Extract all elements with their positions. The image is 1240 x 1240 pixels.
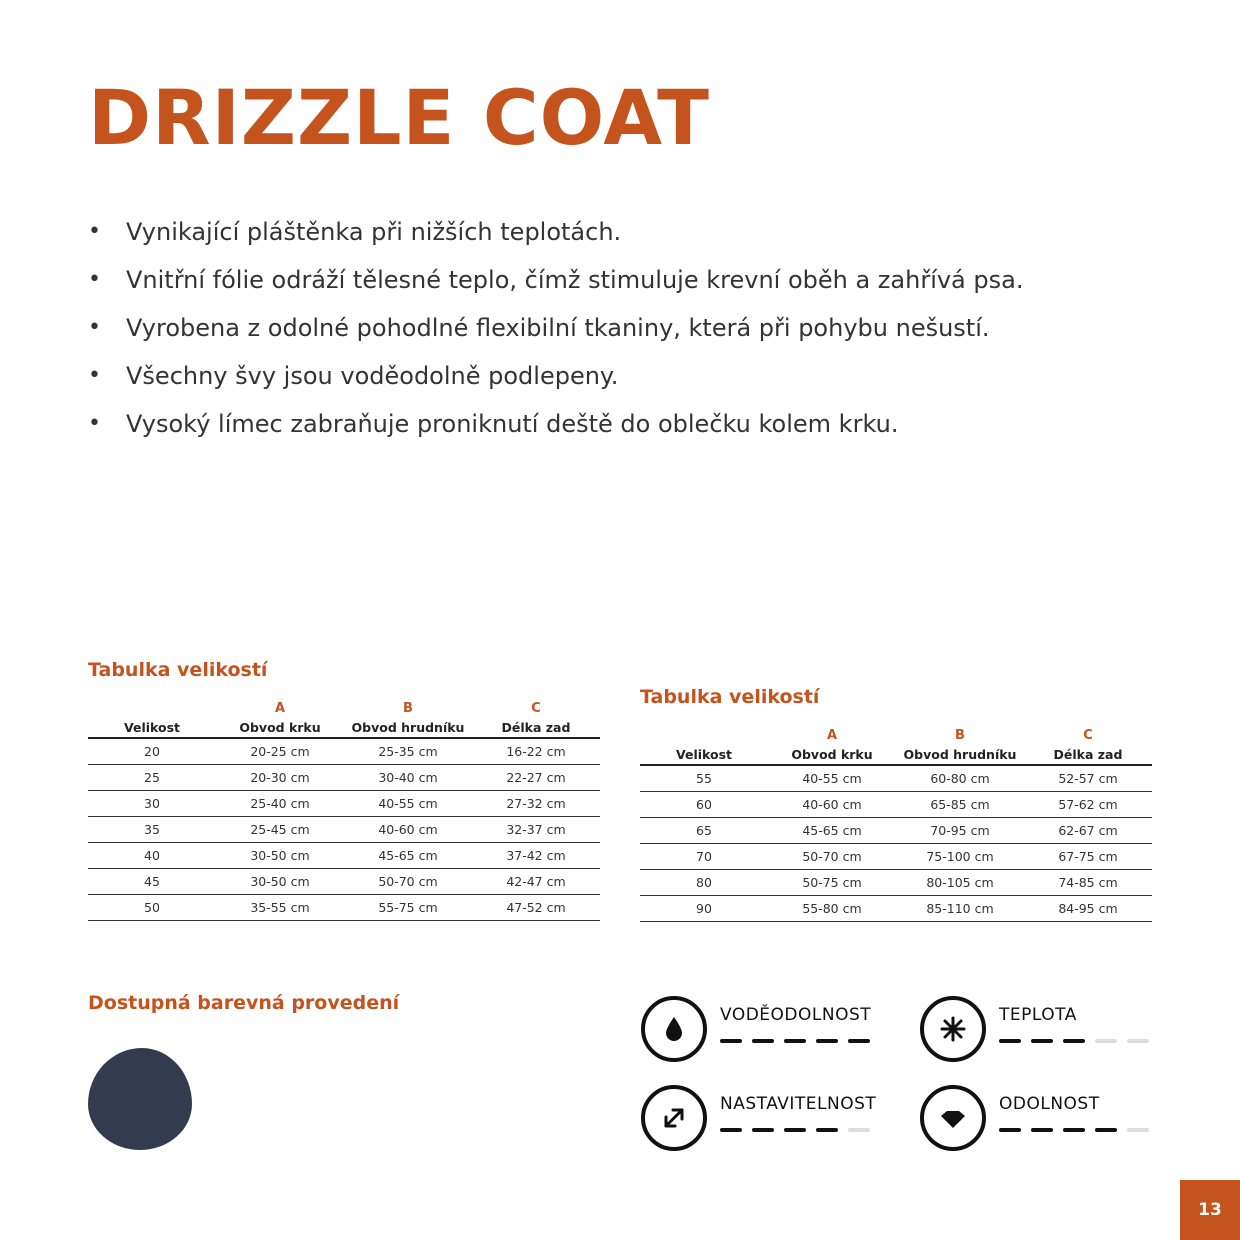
feature-label: VODĚODOLNOST: [720, 1005, 872, 1025]
table-cell: 50: [88, 895, 216, 921]
size-table-left: [88, 657, 600, 921]
table-cell: 55: [640, 765, 768, 792]
column-letter: [640, 726, 768, 744]
table-cell: 40-60 cm: [344, 817, 472, 843]
column-letter: A: [274, 700, 286, 716]
table-row: [640, 765, 1152, 792]
column-header: Obvod krku: [216, 717, 344, 738]
table-cell: 50-70 cm: [344, 869, 472, 895]
table-cell: 40-55 cm: [344, 791, 472, 817]
column-header: Délka zad: [472, 717, 600, 738]
rating-bar: [999, 1128, 1149, 1132]
table-cell: 45: [88, 869, 216, 895]
table-cell: 45-65 cm: [768, 818, 896, 844]
table-cell: 47-52 cm: [472, 895, 600, 921]
page-number: 13: [1180, 1180, 1240, 1240]
diamond-icon: [920, 1085, 986, 1151]
bullet-symbol: •: [88, 267, 101, 292]
rating-segment-filled: [848, 1039, 870, 1043]
column-header: Velikost: [88, 717, 216, 738]
table-cell: 35-55 cm: [216, 895, 344, 921]
table-cell: 45-65 cm: [344, 843, 472, 869]
rating-segment-filled: [1095, 1128, 1117, 1132]
list-item: [88, 256, 1188, 304]
feature-waterproof: [641, 996, 901, 1066]
column-letter: A: [826, 727, 838, 743]
table-cell: 55-80 cm: [768, 896, 896, 922]
bullet-symbol: •: [88, 315, 101, 340]
rating-segment-filled: [720, 1039, 742, 1043]
rating-segment-empty: [1095, 1039, 1117, 1043]
table-cell: 20-25 cm: [216, 738, 344, 765]
table-cell: 30: [88, 791, 216, 817]
rating-segment-empty: [848, 1128, 870, 1132]
feature-label: ODOLNOST: [999, 1094, 1100, 1114]
rating-segment-empty: [1127, 1039, 1149, 1043]
table-cell: 25-40 cm: [216, 791, 344, 817]
colors-title: Dostupná barevná provedení: [88, 992, 400, 1014]
feature-adjustability: [641, 1085, 901, 1155]
table-cell: 50-75 cm: [768, 870, 896, 896]
table-cell: 80-105 cm: [896, 870, 1024, 896]
list-item-text: Vyrobena z odolné pohodlné flexibilní tkaniny, která při pohybu nešustí.: [126, 314, 990, 342]
table-cell: 80: [640, 870, 768, 896]
feature-label: TEPLOTA: [999, 1005, 1077, 1025]
expand-arrows-icon: [641, 1085, 707, 1151]
page-title: DRIZZLE COAT: [88, 73, 711, 162]
column-header: Obvod hrudníku: [896, 744, 1024, 765]
column-header: Délka zad: [1024, 744, 1152, 765]
table-cell: 30-50 cm: [216, 843, 344, 869]
size-table-right: [640, 684, 1152, 922]
table-row: [88, 738, 600, 765]
list-item: [88, 352, 1188, 400]
table-cell: 40: [88, 843, 216, 869]
bullet-symbol: •: [88, 363, 101, 388]
table-cell: 16-22 cm: [472, 738, 600, 765]
table-row: [640, 844, 1152, 870]
feature-label: NASTAVITELNOST: [720, 1094, 877, 1114]
table-row: [640, 896, 1152, 922]
table-cell: 42-47 cm: [472, 869, 600, 895]
table-cell: 62-67 cm: [1024, 818, 1152, 844]
rating-segment-filled: [752, 1128, 774, 1132]
table-cell: 25-35 cm: [344, 738, 472, 765]
list-item-text: Všechny švy jsou voděodolně podlepeny.: [126, 362, 619, 390]
color-swatch: [88, 1048, 192, 1150]
rating-segment-filled: [784, 1039, 806, 1043]
water-drop-icon: [641, 996, 707, 1062]
rating-segment-filled: [784, 1128, 806, 1132]
table-row: [640, 792, 1152, 818]
bullet-symbol: •: [88, 411, 101, 436]
column-header: Obvod hrudníku: [344, 717, 472, 738]
table-row: [88, 869, 600, 895]
table-row: [88, 843, 600, 869]
column-letter: C: [531, 700, 541, 716]
rating-segment-filled: [816, 1128, 838, 1132]
table-cell: 65: [640, 818, 768, 844]
rating-segment-filled: [1063, 1128, 1085, 1132]
table-cell: 40-60 cm: [768, 792, 896, 818]
rating-segment-filled: [999, 1039, 1021, 1043]
table-cell: 52-57 cm: [1024, 765, 1152, 792]
table-cell: 70-95 cm: [896, 818, 1024, 844]
size-table-title: Tabulka velikostí: [640, 686, 820, 708]
table-cell: 67-75 cm: [1024, 844, 1152, 870]
rating-segment-filled: [999, 1128, 1021, 1132]
table-cell: 84-95 cm: [1024, 896, 1152, 922]
table-cell: 30-40 cm: [344, 765, 472, 791]
list-item: [88, 304, 1188, 352]
table-row: [88, 791, 600, 817]
table-cell: 55-75 cm: [344, 895, 472, 921]
feature-list: [88, 208, 1188, 448]
rating-segment-filled: [720, 1128, 742, 1132]
table-cell: 30-50 cm: [216, 869, 344, 895]
table-cell: 37-42 cm: [472, 843, 600, 869]
snowflake-icon: [920, 996, 986, 1062]
list-item-text: Vysoký límec zabraňuje proniknutí deště do oblečku kolem krku.: [126, 410, 899, 438]
table-cell: 20-30 cm: [216, 765, 344, 791]
column-letter: C: [1083, 727, 1093, 743]
table-cell: 40-55 cm: [768, 765, 896, 792]
rating-bar: [720, 1039, 870, 1043]
column-header: Velikost: [640, 744, 768, 765]
column-header: Obvod krku: [768, 744, 896, 765]
rating-segment-filled: [1063, 1039, 1085, 1043]
table-cell: 74-85 cm: [1024, 870, 1152, 896]
table-cell: 22-27 cm: [472, 765, 600, 791]
table-cell: 35: [88, 817, 216, 843]
table-cell: 25-45 cm: [216, 817, 344, 843]
list-item: [88, 400, 1188, 448]
table-cell: 85-110 cm: [896, 896, 1024, 922]
table-row: [88, 765, 600, 791]
table-row: [88, 817, 600, 843]
rating-segment-filled: [1031, 1039, 1053, 1043]
table-row: [88, 895, 600, 921]
bullet-symbol: •: [88, 219, 101, 244]
rating-bar: [720, 1128, 870, 1132]
rating-segment-filled: [1031, 1128, 1053, 1132]
feature-temperature: [920, 996, 1180, 1066]
size-table-title: Tabulka velikostí: [88, 659, 268, 681]
table-cell: 75-100 cm: [896, 844, 1024, 870]
list-item: [88, 208, 1188, 256]
table-cell: 32-37 cm: [472, 817, 600, 843]
rating-segment-filled: [752, 1039, 774, 1043]
table-cell: 20: [88, 738, 216, 765]
feature-durability: [920, 1085, 1180, 1155]
column-letter: B: [955, 727, 965, 743]
rating-segment-empty: [1127, 1128, 1149, 1132]
column-letter: B: [403, 700, 413, 716]
size-table: [640, 726, 1152, 922]
rating-bar: [999, 1039, 1149, 1043]
table-row: [640, 818, 1152, 844]
table-cell: 57-62 cm: [1024, 792, 1152, 818]
rating-segment-filled: [816, 1039, 838, 1043]
table-cell: 50-70 cm: [768, 844, 896, 870]
table-cell: 60-80 cm: [896, 765, 1024, 792]
table-cell: 65-85 cm: [896, 792, 1024, 818]
table-cell: 90: [640, 896, 768, 922]
list-item-text: Vnitřní fólie odráží tělesné teplo, čímž stimuluje krevní oběh a zahřívá psa.: [126, 266, 1024, 294]
column-letter: [88, 699, 216, 717]
table-cell: 27-32 cm: [472, 791, 600, 817]
table-cell: 70: [640, 844, 768, 870]
size-table: [88, 699, 600, 921]
table-row: [640, 870, 1152, 896]
list-item-text: Vynikající pláštěnka při nižších teplotách.: [126, 218, 622, 246]
table-cell: 60: [640, 792, 768, 818]
table-cell: 25: [88, 765, 216, 791]
